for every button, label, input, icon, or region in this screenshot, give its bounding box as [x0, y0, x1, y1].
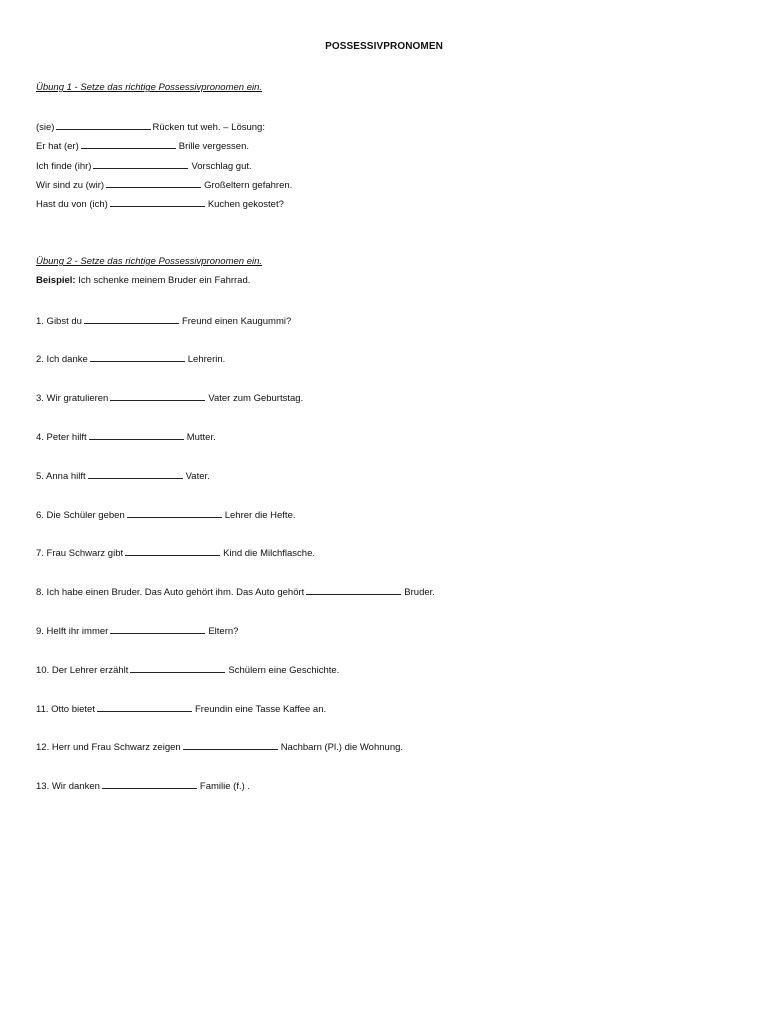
answer-blank	[81, 139, 176, 149]
exercise-1-item	[36, 178, 292, 192]
exercise-2-item	[36, 314, 291, 328]
page-title: POSSESSIVPRONOMEN	[325, 41, 443, 52]
answer-blank	[110, 391, 205, 401]
exercise-2-item	[36, 740, 403, 754]
answer-blank	[127, 508, 222, 518]
example-line	[36, 275, 250, 287]
item-text-after: Kind die Milchflasche.	[223, 548, 316, 559]
exercise-2-item	[36, 508, 296, 522]
exercise-2-item	[36, 469, 210, 483]
answer-blank	[90, 352, 185, 362]
item-text-after: Großeltern gefahren.	[204, 180, 293, 191]
item-text-before: 1. Gibst du	[36, 316, 82, 327]
exercise-2-item	[36, 624, 238, 638]
item-text-before: 6. Die Schüler geben	[36, 510, 125, 521]
answer-blank	[110, 624, 205, 634]
item-text-before: 4. Peter hilft	[36, 432, 87, 443]
answer-blank	[306, 585, 401, 595]
item-text-before: (sie)	[36, 122, 55, 133]
exercise-2-item	[36, 546, 315, 560]
item-text-before: 5. Anna hilft	[36, 471, 86, 482]
item-text-after: Rücken tut weh. – Lösung:	[152, 122, 265, 133]
item-text-before: Er hat (er)	[36, 141, 79, 152]
item-text-before: 9. Helft ihr immer	[36, 626, 109, 637]
item-text-after: Vater.	[185, 471, 210, 482]
item-text-before: 11. Otto bietet	[36, 704, 95, 715]
answer-blank	[84, 314, 179, 324]
item-text-after: Mutter.	[186, 432, 216, 443]
example-text: Ich schenke meinem Bruder ein Fahrrad.	[78, 275, 251, 286]
answer-blank	[97, 702, 192, 712]
item-text-after: Freundin eine Tasse Kaffee an.	[194, 704, 327, 715]
exercise-1-heading: Übung 1 - Setze das richtige Possessivpronomen ein.	[36, 82, 263, 93]
item-text-before: Ich finde (ihr)	[36, 161, 92, 172]
item-text-before: Wir sind zu (wir)	[36, 180, 105, 191]
item-text-after: Freund einen Kaugummi?	[181, 316, 292, 327]
item-text-before: 12. Herr und Frau Schwarz zeigen	[36, 742, 181, 753]
item-text-before: Hast du von (ich)	[36, 199, 108, 210]
exercise-2-item	[36, 391, 303, 405]
exercise-2-item	[36, 779, 250, 793]
answer-blank	[125, 546, 220, 556]
item-text-after: Lehrer die Hefte.	[224, 510, 296, 521]
answer-blank	[102, 779, 197, 789]
exercise-1-item	[36, 159, 252, 173]
item-text-after: Kuchen gekostet?	[207, 199, 284, 210]
item-text-after: Eltern?	[208, 626, 239, 637]
item-text-after: Vorschlag gut.	[191, 161, 252, 172]
exercise-2-heading: Übung 2 - Setze das richtige Possessivpronomen ein.	[36, 256, 263, 267]
exercise-2-item	[36, 663, 339, 677]
item-text-after: Lehrerin.	[187, 354, 226, 365]
item-text-after: Schülern eine Geschichte.	[228, 665, 340, 676]
exercise-2-item	[36, 702, 326, 716]
answer-blank	[88, 469, 183, 479]
item-text-before: 8. Ich habe einen Bruder. Das Auto gehört ihm. Das Auto gehört	[36, 587, 305, 598]
exercise-1-item	[36, 139, 249, 153]
item-text-before: 3. Wir gratulieren	[36, 393, 109, 404]
answer-blank	[56, 120, 151, 130]
item-text-before: 7. Frau Schwarz gibt	[36, 548, 124, 559]
exercise-1-item	[36, 120, 265, 134]
answer-blank	[130, 663, 225, 673]
answer-blank	[106, 178, 201, 188]
item-text-after: Familie (f.) .	[199, 781, 251, 792]
answer-blank	[110, 197, 205, 207]
answer-blank	[89, 430, 184, 440]
item-text-after: Brille vergessen.	[178, 141, 249, 152]
item-text-before: 10. Der Lehrer erzählt	[36, 665, 129, 676]
item-text-before: 2. Ich danke	[36, 354, 88, 365]
example-label: Beispiel:	[36, 275, 76, 286]
item-text-after: Vater zum Geburtstag.	[208, 393, 304, 404]
exercise-1-item	[36, 197, 284, 211]
answer-blank	[183, 740, 278, 750]
exercise-2-item	[36, 352, 225, 366]
exercise-2-item	[36, 430, 216, 444]
item-text-after: Nachbarn (Pl.) die Wohnung.	[280, 742, 404, 753]
exercise-2-item	[36, 585, 435, 599]
answer-blank	[93, 159, 188, 169]
item-text-after: Bruder.	[404, 587, 435, 598]
item-text-before: 13. Wir danken	[36, 781, 100, 792]
